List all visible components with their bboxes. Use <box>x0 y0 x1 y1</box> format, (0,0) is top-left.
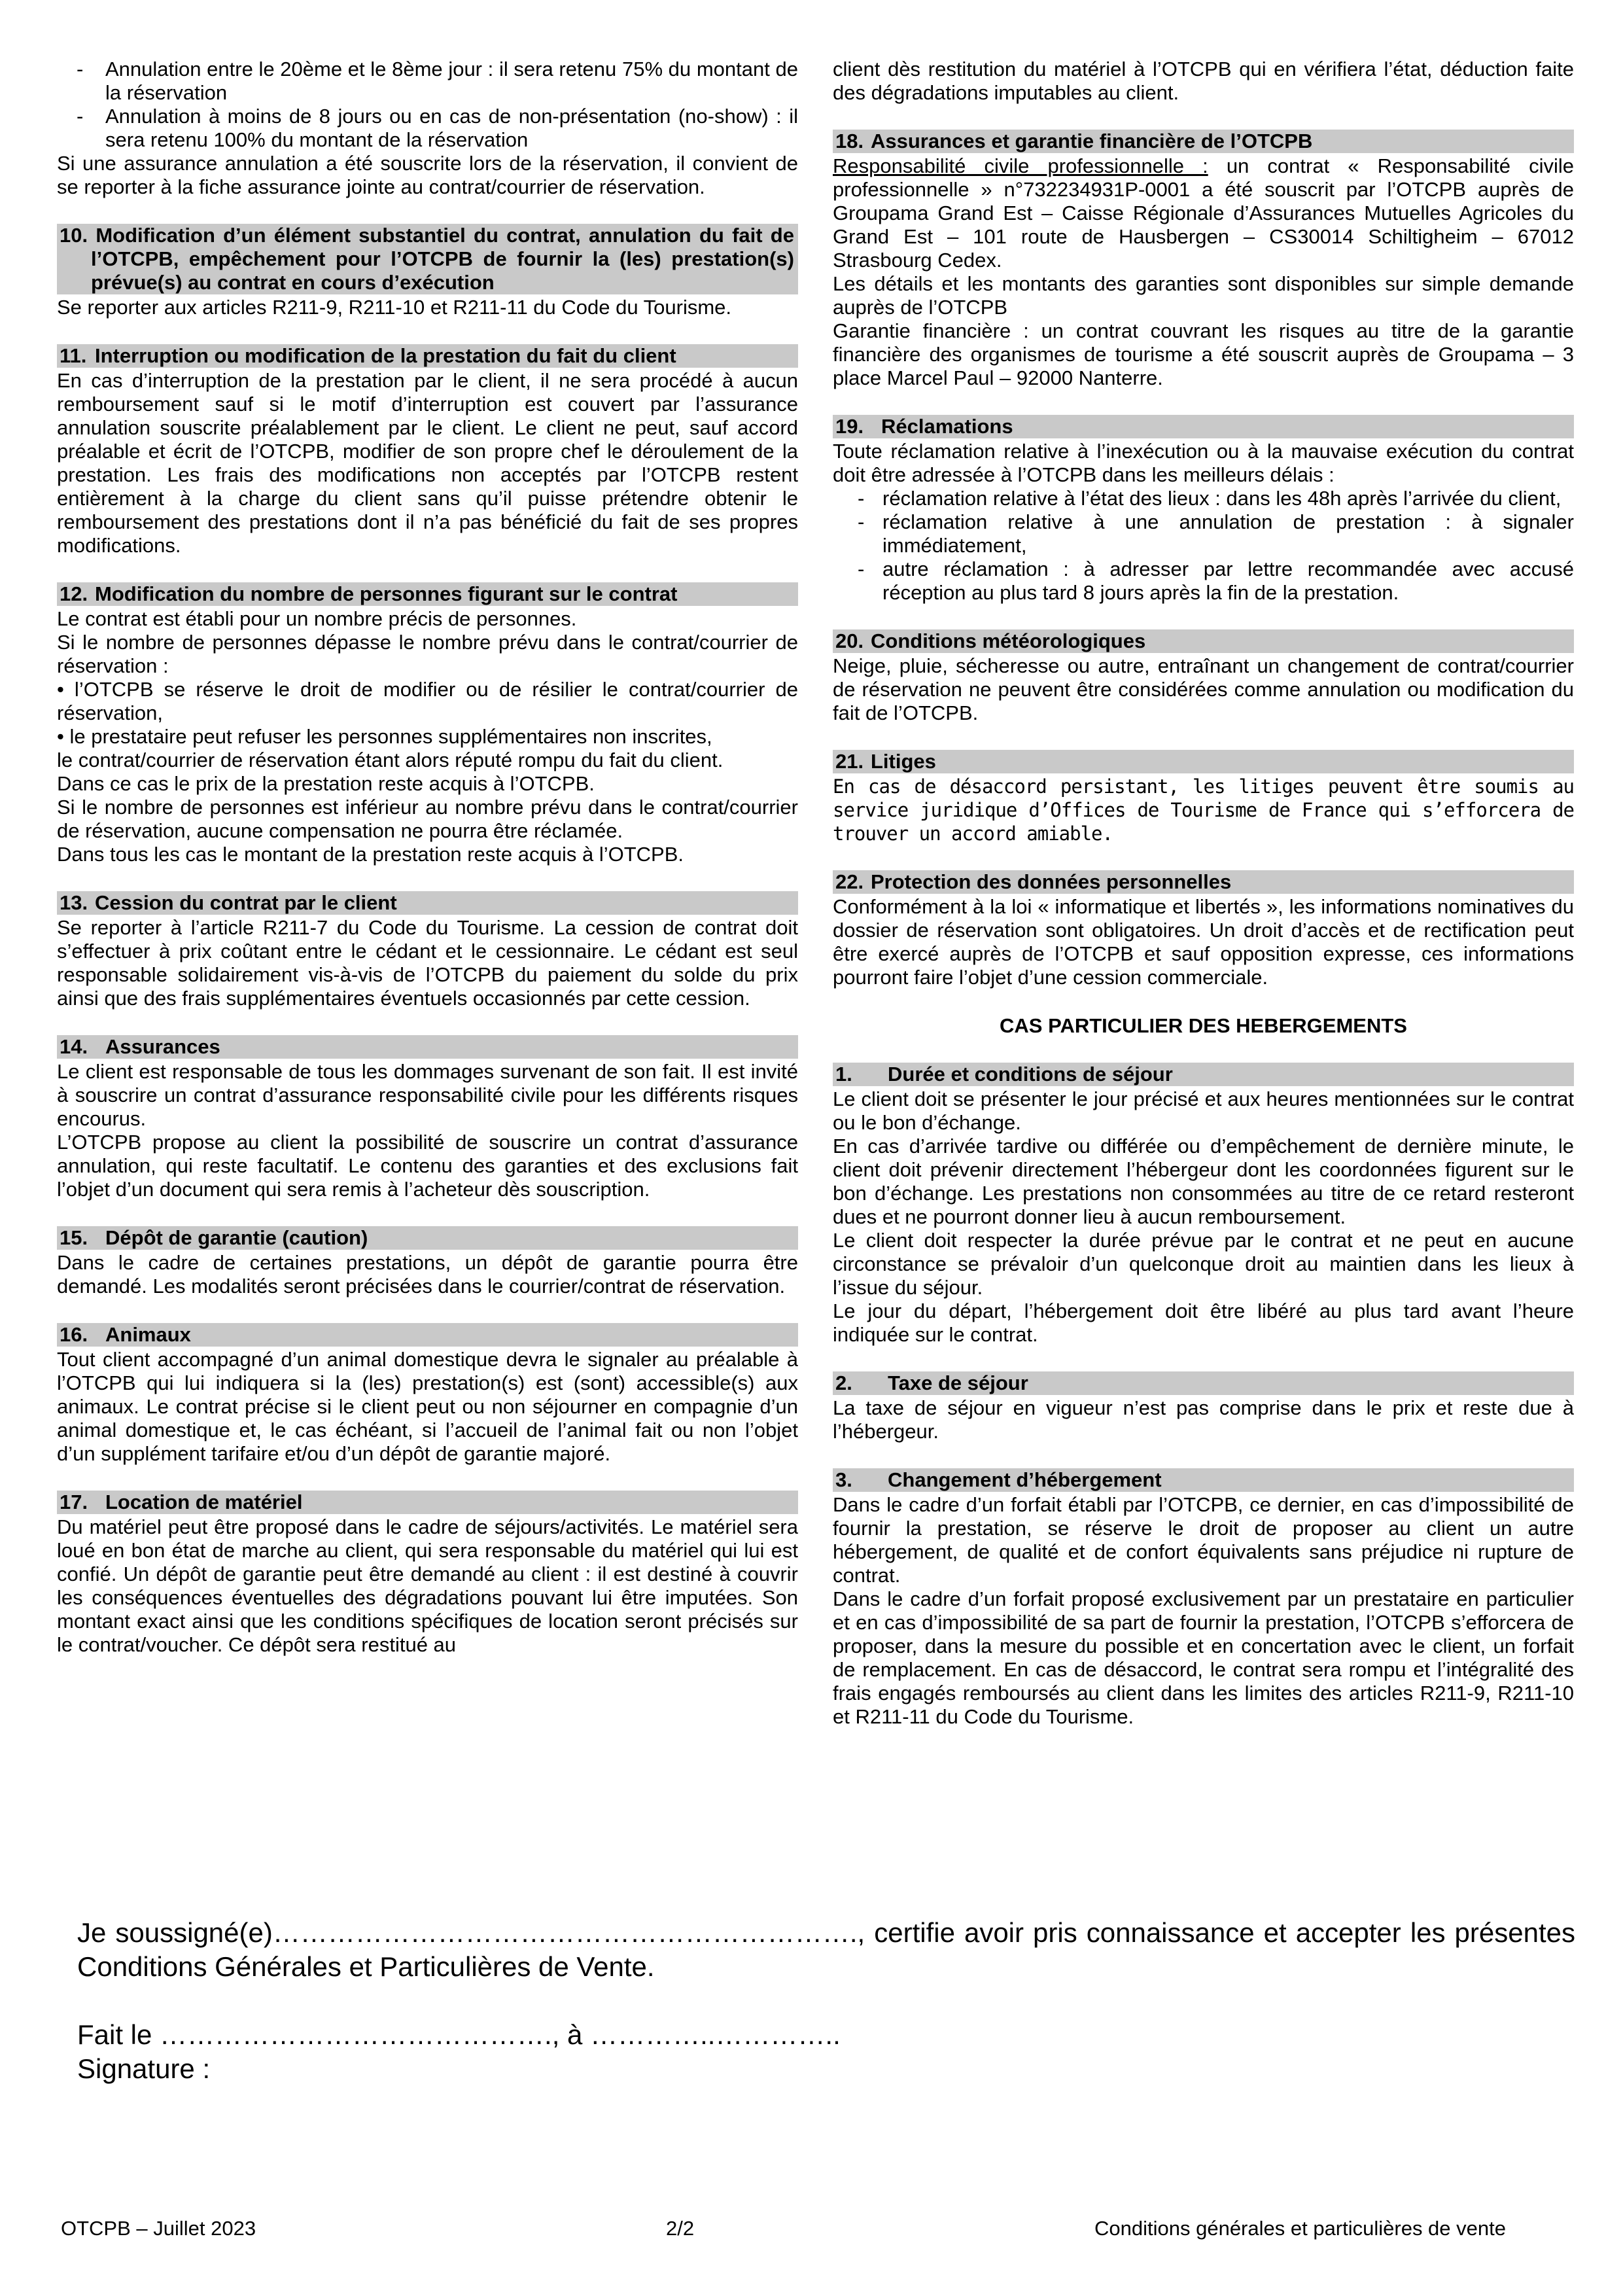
date-place-line: Fait le ……………………………………., à …………..………….. <box>77 2019 841 2050</box>
section-number: 22. <box>835 870 864 893</box>
acceptance-statement: Je soussigné(e)………………………………………………………., certifie avoir pris connaissance et accepter les présentes Conditions Générales et Particulières de Vente. <box>77 1917 1575 1982</box>
section-h1 <box>833 1063 1574 1347</box>
section-21 <box>833 750 1574 845</box>
section-heading <box>57 1226 798 1250</box>
paragraph: L’OTCPB propose au client la possibilité de souscrire un contrat d’assurance annulation, qui reste facultatif. Le contenu des garanties et des exclusions fait l’objet d’un document qui sera remis à l’acheteur dès souscription. <box>57 1131 798 1201</box>
paragraph: Si une assurance annulation a été souscrite lors de la réservation, il convient de se reporter à la fiche assurance jointe au contrat/courrier de réservation. <box>57 152 798 198</box>
inline-text: un contrat « Responsabilité civile professionnelle » n°732234931P-0001 a été souscrit par l’OTCPB auprès de Groupama Grand Est – Caisse Régionale d’Assurances Mutuelles Agricoles du Grand Est – 101 route de Hausbergen – CS30014 Schiltigheim – 67012 Strasbourg Cedex. <box>833 154 1574 272</box>
section-heading <box>833 130 1574 153</box>
paragraph: Le contrat est établi pour un nombre précis de personnes. <box>57 607 577 630</box>
section-14 <box>57 1035 798 1201</box>
section-title: Animaux <box>105 1323 191 1346</box>
section-22 <box>833 870 1574 989</box>
section-title: Conditions météorologiques <box>871 629 1146 652</box>
section-19 <box>833 415 1574 605</box>
paragraph: Garantie financière : un contrat couvrant les risques au titre de la garantie financière des organismes de tourisme a été souscrit auprès de Groupama – 3 place Marcel Paul – 92000 Nanterre. <box>833 319 1574 389</box>
paragraph: le contrat/courrier de réservation étant alors réputé rompu du fait du client. <box>57 749 724 771</box>
cancellation-list <box>57 58 798 152</box>
section-heading <box>57 891 798 915</box>
section-17 <box>57 1491 798 1657</box>
section-title: Réclamations <box>881 415 1013 438</box>
section-title: Modification du nombre de personnes figurant sur le contrat <box>95 582 678 605</box>
section-annulation-continued <box>57 58 798 199</box>
section-title: Protection des données personnelles <box>871 870 1232 893</box>
paragraph: client dès restitution du matériel à l’OTCPB qui en vérifiera l’état, déduction faite des dégradations imputables au client. <box>833 58 1574 104</box>
section-heading <box>57 1491 798 1514</box>
paragraph: Le jour du départ, l’hébergement doit être libéré au plus tard avant l’heure indiquée sur le contrat. <box>833 1299 1574 1346</box>
section-number: 12. <box>60 582 88 605</box>
section-18 <box>833 130 1574 390</box>
section-number: 20. <box>835 629 864 652</box>
section-heading <box>833 870 1574 894</box>
section-title: Assurances <box>105 1035 220 1058</box>
section-number: 2. <box>835 1371 852 1394</box>
paragraph: Dans ce cas le prix de la prestation reste acquis à l’OTCPB. <box>57 772 595 795</box>
section-heading <box>833 1371 1574 1395</box>
paragraph: Toute réclamation relative à l’inexécution ou à la mauvaise exécution du contrat doit être adressée à l’OTCPB dans les meilleurs délais : <box>833 440 1574 486</box>
section-heading <box>57 1323 798 1347</box>
page-number: 2/2 <box>666 2217 695 2240</box>
underlined-label: Responsabilité civile professionnelle : <box>833 154 1208 177</box>
section-heading <box>57 582 798 606</box>
paragraph: Neige, pluie, sécheresse ou autre, entraînant un changement de contrat/courrier de réservation ne peuvent être considérées comme annulation ou modification du fait de l’OTCPB. <box>833 654 1574 724</box>
section-number: 10. <box>60 224 88 247</box>
section-number: 3. <box>835 1468 852 1491</box>
section-number: 15. <box>60 1226 88 1249</box>
section-number: 16. <box>60 1323 88 1346</box>
paragraph: Si le nombre de personnes est inférieur au nombre prévu dans le contrat/courrier de réservation, aucune compensation ne pourra être réclamée. <box>57 796 798 842</box>
spacer <box>77 1984 1575 2018</box>
paragraph <box>833 154 1574 272</box>
section-20 <box>833 629 1574 725</box>
section-title: Taxe de séjour <box>888 1371 1028 1394</box>
paragraph: Le client est responsable de tous les dommages survenant de son fait. Il est invité à souscrire un contrat d’assurance responsabilité civile pour les différents risques encourus. <box>57 1060 798 1130</box>
section-13 <box>57 891 798 1010</box>
paragraph: Se reporter aux articles R211-9, R211-10 et R211-11 du Code du Tourisme. <box>57 296 732 319</box>
section-title: Dépôt de garantie (caution) <box>105 1226 368 1249</box>
paragraph: Les détails et les montants des garanties sont disponibles sur simple demande auprès de l’OTCPB <box>833 272 1574 319</box>
section-heading <box>833 1468 1574 1492</box>
section-12 <box>57 582 798 866</box>
section-number: 19. <box>835 415 864 438</box>
section-title: Durée et conditions de séjour <box>888 1063 1173 1086</box>
section-10 <box>57 224 798 319</box>
section-number: 21. <box>835 750 864 773</box>
paragraph: Le client doit respecter la durée prévue par le contrat et ne peut en aucune circonstance se prévaloir d’un quelconque droit au maintien dans les lieux à l’issue du séjour. <box>833 1229 1574 1299</box>
list-item: - autre réclamation : à adresser par lettre recommandée avec accusé réception au plus tard 8 jours après la fin de la prestation. <box>833 557 1574 605</box>
paragraph: Dans le cadre d’un forfait proposé exclusivement par un prestataire en particulier et en cas d’impossibilité de sa part de fournir la prestation, l’OTCPB s’efforcera de proposer, dans la mesure du possible et en concertation avec le client, un forfait de remplacement. En cas de désaccord, le contrat sera rompu et l’intégralité des frais engagés remboursés au client dans les limites des articles R211-9, R211-10 et R211-11 du Code du Tourisme. <box>833 1587 1574 1728</box>
list-item: - réclamation relative à l’état des lieux : dans les 48h après l’arrivée du client, <box>833 487 1574 510</box>
section-11 <box>57 344 798 557</box>
signature-block <box>77 1916 1575 2086</box>
section-15 <box>57 1226 798 1298</box>
section-16 <box>57 1323 798 1466</box>
section-h3 <box>833 1468 1574 1729</box>
paragraph: Conformément à la loi « informatique et libertés », les informations nominatives du dossier de réservation sont obligatoires. Un droit d’accès et de rectification peut être exercé auprès de l’OTCPB et sauf opposition expresse, ces informations pourront faire l’objet d’une cession commerciale. <box>833 895 1574 989</box>
paragraph: En cas d’arrivée tardive ou différée ou d’empêchement de dernière minute, le client doit prévenir directement l’hébergeur dont les coordonnées figurent sur le bon d’échange. Les prestations non consommées au titre de ce retard resteront dues et ne pourront donner lieu à aucun remboursement. <box>833 1135 1574 1228</box>
section-h2 <box>833 1371 1574 1443</box>
section-heading <box>57 344 798 368</box>
list-item: - Annulation entre le 20ème et le 8ème jour : il sera retenu 75% du montant de la réservation <box>57 58 798 105</box>
section-heading <box>833 629 1574 653</box>
section-title: Litiges <box>871 750 936 773</box>
paragraph: Dans le cadre d’un forfait établi par l’OTCPB, ce dernier, en cas d’impossibilité de fournir la prestation, se réserve le droit de proposer au client un autre hébergement, de qualité et de confort équivalents sans préjudice ni rupture de contrat. <box>833 1493 1574 1587</box>
section-title: Changement d’hébergement <box>888 1468 1162 1491</box>
paragraph: En cas de désaccord persistant, les litiges peuvent être soumis au service juridique d’Offices de Tourisme de France qui s’efforcera de trouver un accord amiable. <box>833 775 1574 845</box>
claims-list <box>833 487 1574 605</box>
paragraph: Si le nombre de personnes dépasse le nombre prévu dans le contrat/courrier de réservation : <box>57 631 798 677</box>
paragraph: Tout client accompagné d’un animal domestique devra le signaler au préalable à l’OTCPB qui lui indiquera si la (les) prestation(s) est (sont) accessible(s) aux animaux. Le contrat précise si le client peut ou non séjourner en compagnie d’un animal domestique et, le cas échéant, si l’accueil de l’animal fait ou non l’objet d’un supplément tarifaire et/ou d’un dépôt de garantie majoré. <box>57 1348 798 1465</box>
paragraph: Dans le cadre de certaines prestations, un dépôt de garantie pourra être demandé. Les modalités seront précisées dans le courrier/contrat de réservation. <box>57 1251 798 1298</box>
list-item: - Annulation à moins de 8 jours ou en cas de non-présentation (no-show) : il sera retenu 100% du montant de la réservation <box>57 105 798 152</box>
section-heading <box>57 224 798 294</box>
section-title: Modification d’un élément substantiel du contrat, annulation du fait de l’OTCPB, empêchement pour l’OTCPB de fournir la (les) prestation(s) prévue(s) au contrat en cours d’exécution <box>91 224 794 294</box>
section-number: 13. <box>60 891 88 914</box>
paragraph: La taxe de séjour en vigueur n’est pas comprise dans le prix et reste due à l’hébergeur. <box>833 1396 1574 1443</box>
left-column <box>57 58 798 1682</box>
list-item: - réclamation relative à une annulation de prestation : à signaler immédiatement, <box>833 510 1574 557</box>
section-heading <box>833 1063 1574 1086</box>
paragraph: En cas d’interruption de la prestation par le client, il ne sera procédé à aucun remboursement sauf si le motif d’interruption est couvert par l’assurance annulation souscrite préalablement par le client. Le client ne peut, sauf accord préalable et écrit de l’OTCPB, modifier de son propre chef le déroulement de la prestation. Les frais des modifications non acceptés par l’OTCPB restent entièrement à la charge du client sans qu’il puisse prétendre obtenir le remboursement des prestations dont il n’a pas bénéficié du fait de ses propres modifications. <box>57 369 798 557</box>
section-title: Assurances et garantie financière de l’OTCPB <box>871 130 1313 152</box>
section-number: 1. <box>835 1063 852 1086</box>
section-number: 14. <box>60 1035 88 1058</box>
section-heading <box>57 1035 798 1059</box>
section-heading <box>833 750 1574 773</box>
paragraph: Du matériel peut être proposé dans le cadre de séjours/activités. Le matériel sera loué en bon état de marche au client, qui sera responsable du matériel qui lui est confié. Un dépôt de garantie peut être demandé au client : il est destiné à couvrir les conséquences éventuelles des dégradations pouvant lui être imputées. Son montant exact ainsi que les conditions spécifiques de location seront précisés sur le contrat/voucher. Ce dépôt sera restitué au <box>57 1515 798 1656</box>
paragraph: Se reporter à l’article R211-7 du Code du Tourisme. La cession de contrat doit s’effectuer à prix coûtant entre le cédant et le cessionnaire. Le cédant est seul responsable solidairement vis-à-vis de l’OTCPB du paiement du solde du prix ainsi que des frais supplémentaires éventuels occasionnés par cette cession. <box>57 916 798 1010</box>
section-title: Interruption ou modification de la prestation du fait du client <box>95 344 676 367</box>
signature-line: Signature : <box>77 2053 211 2084</box>
paragraph: • le prestataire peut refuser les personnes supplémentaires non inscrites, <box>57 725 712 748</box>
section-number: 17. <box>60 1491 88 1513</box>
hebergements-title: CAS PARTICULIER DES HEBERGEMENTS <box>1000 1014 1407 1037</box>
section-title: Location de matériel <box>105 1491 303 1513</box>
paragraph: Le client doit se présenter le jour précisé et aux heures mentionnées sur le contrat ou le bon d’échange. <box>833 1087 1574 1134</box>
section-title: Cession du contrat par le client <box>95 891 397 914</box>
footer-left: OTCPB – Juillet 2023 <box>61 2217 256 2240</box>
paragraph: • l’OTCPB se réserve le droit de modifier ou de résilier le contrat/courrier de réservation, <box>57 678 798 724</box>
section-17-continued <box>833 58 1574 105</box>
page-footer <box>0 2217 1623 2243</box>
section-number: 11. <box>60 344 87 367</box>
footer-right: Conditions générales et particulières de vente <box>1094 2217 1506 2240</box>
section-number: 18. <box>835 130 864 152</box>
right-column <box>833 58 1574 1754</box>
section-heading <box>833 415 1574 438</box>
paragraph: Dans tous les cas le montant de la prestation reste acquis à l’OTCPB. <box>57 843 684 866</box>
